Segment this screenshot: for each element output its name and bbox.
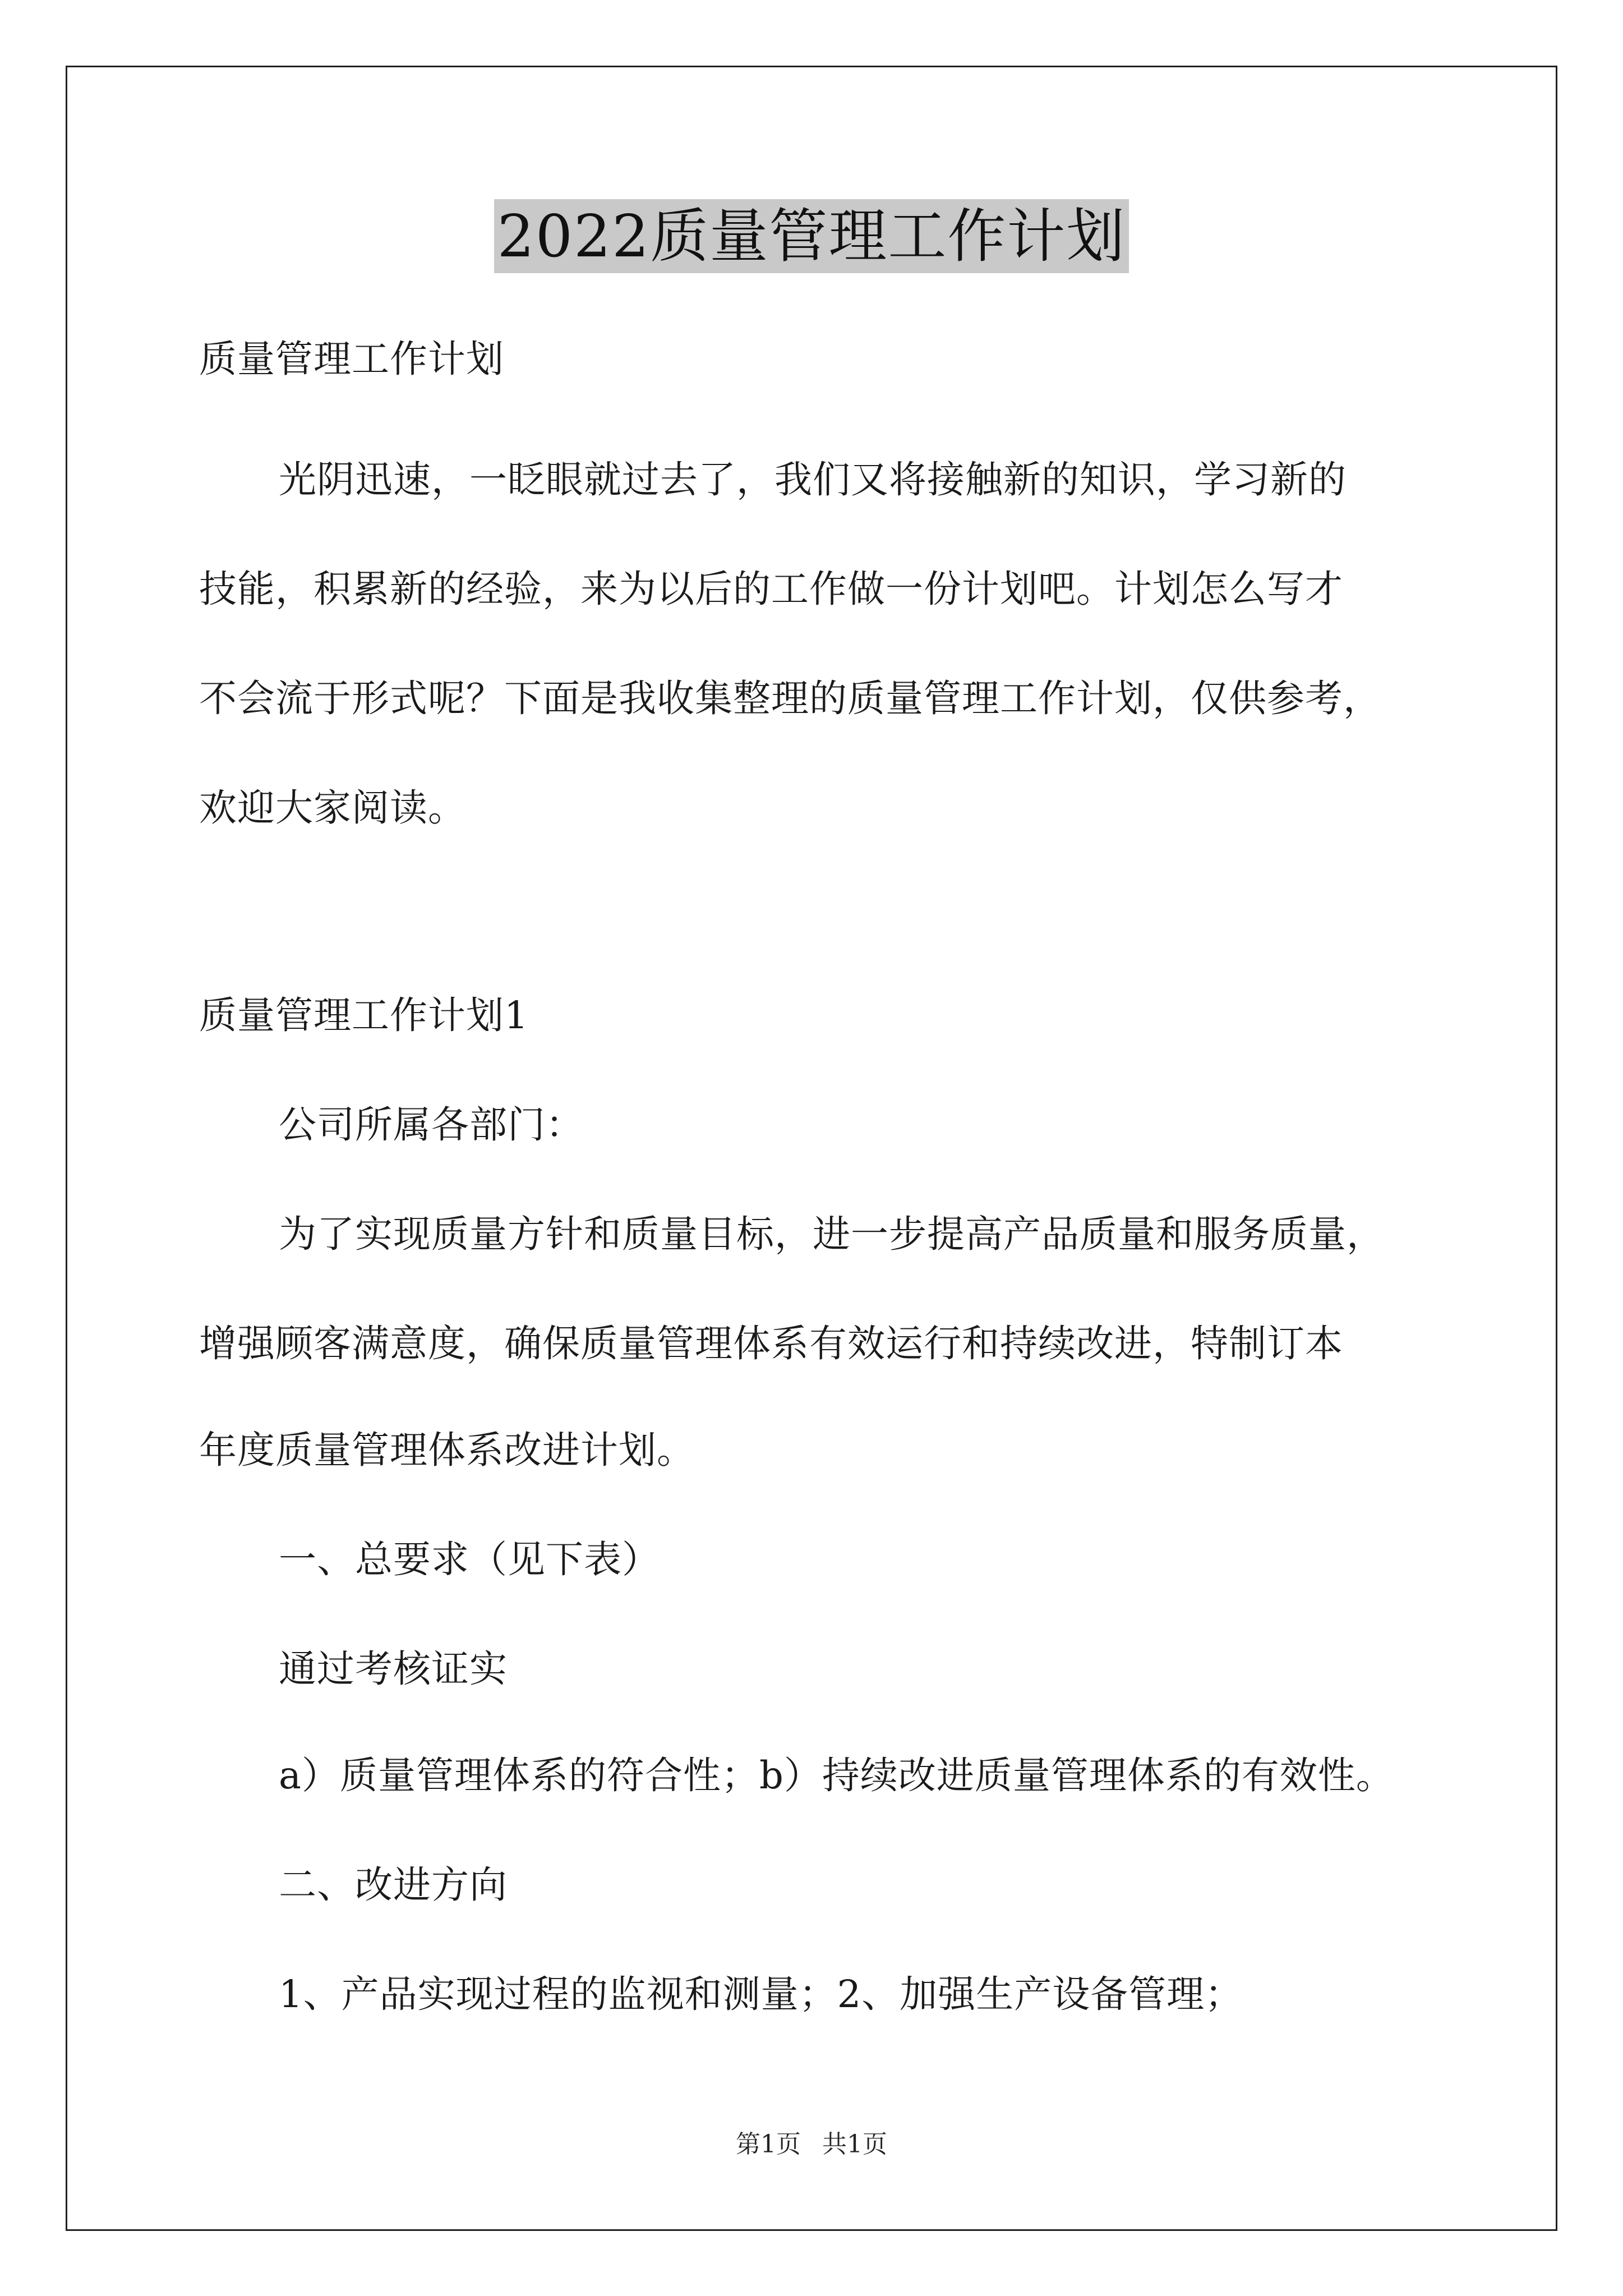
paragraph-line: 1、产品实现过程的监视和测量；2、加强生产设备管理；: [279, 1972, 1243, 2016]
list-heading: 一、总要求（见下表）: [279, 1538, 660, 1581]
paragraph-line: 欢迎大家阅读。: [199, 786, 466, 830]
page-number-total: 共1页: [822, 2130, 887, 2159]
paragraph-line: 通过考核证实: [279, 1647, 508, 1691]
title-container: [0, 199, 1623, 273]
page-footer: [0, 2129, 1623, 2160]
paragraph-line: a）质量管理体系的符合性；b）持续改进质量管理体系的有效性。: [279, 1754, 1394, 1797]
page-number-current: 第1页: [736, 2130, 801, 2159]
section-heading: 质量管理工作计划1: [199, 993, 529, 1037]
list-heading: 二、改进方向: [279, 1863, 508, 1907]
document-title: 2022质量管理工作计划: [494, 199, 1129, 273]
paragraph-line: 不会流于形式呢？下面是我收集整理的质量管理工作计划，仅供参考，: [199, 677, 1381, 720]
paragraph-line: 为了实现质量方针和质量目标，进一步提高产品质量和服务质量，: [279, 1212, 1385, 1256]
paragraph-line: 增强顾客满意度，确保质量管理体系有效运行和持续改进，特制订本: [199, 1322, 1343, 1365]
paragraph-line: 技能，积累新的经验，来为以后的工作做一份计划吧。计划怎么写才: [199, 567, 1343, 611]
paragraph-line: 公司所属各部门：: [279, 1103, 584, 1147]
paragraph-line: 光阴迅速，一眨眼就过去了，我们又将接触新的知识，学习新的: [279, 458, 1347, 501]
section-heading: 质量管理工作计划: [199, 337, 504, 381]
paragraph-line: 年度质量管理体系改进计划。: [199, 1428, 695, 1472]
